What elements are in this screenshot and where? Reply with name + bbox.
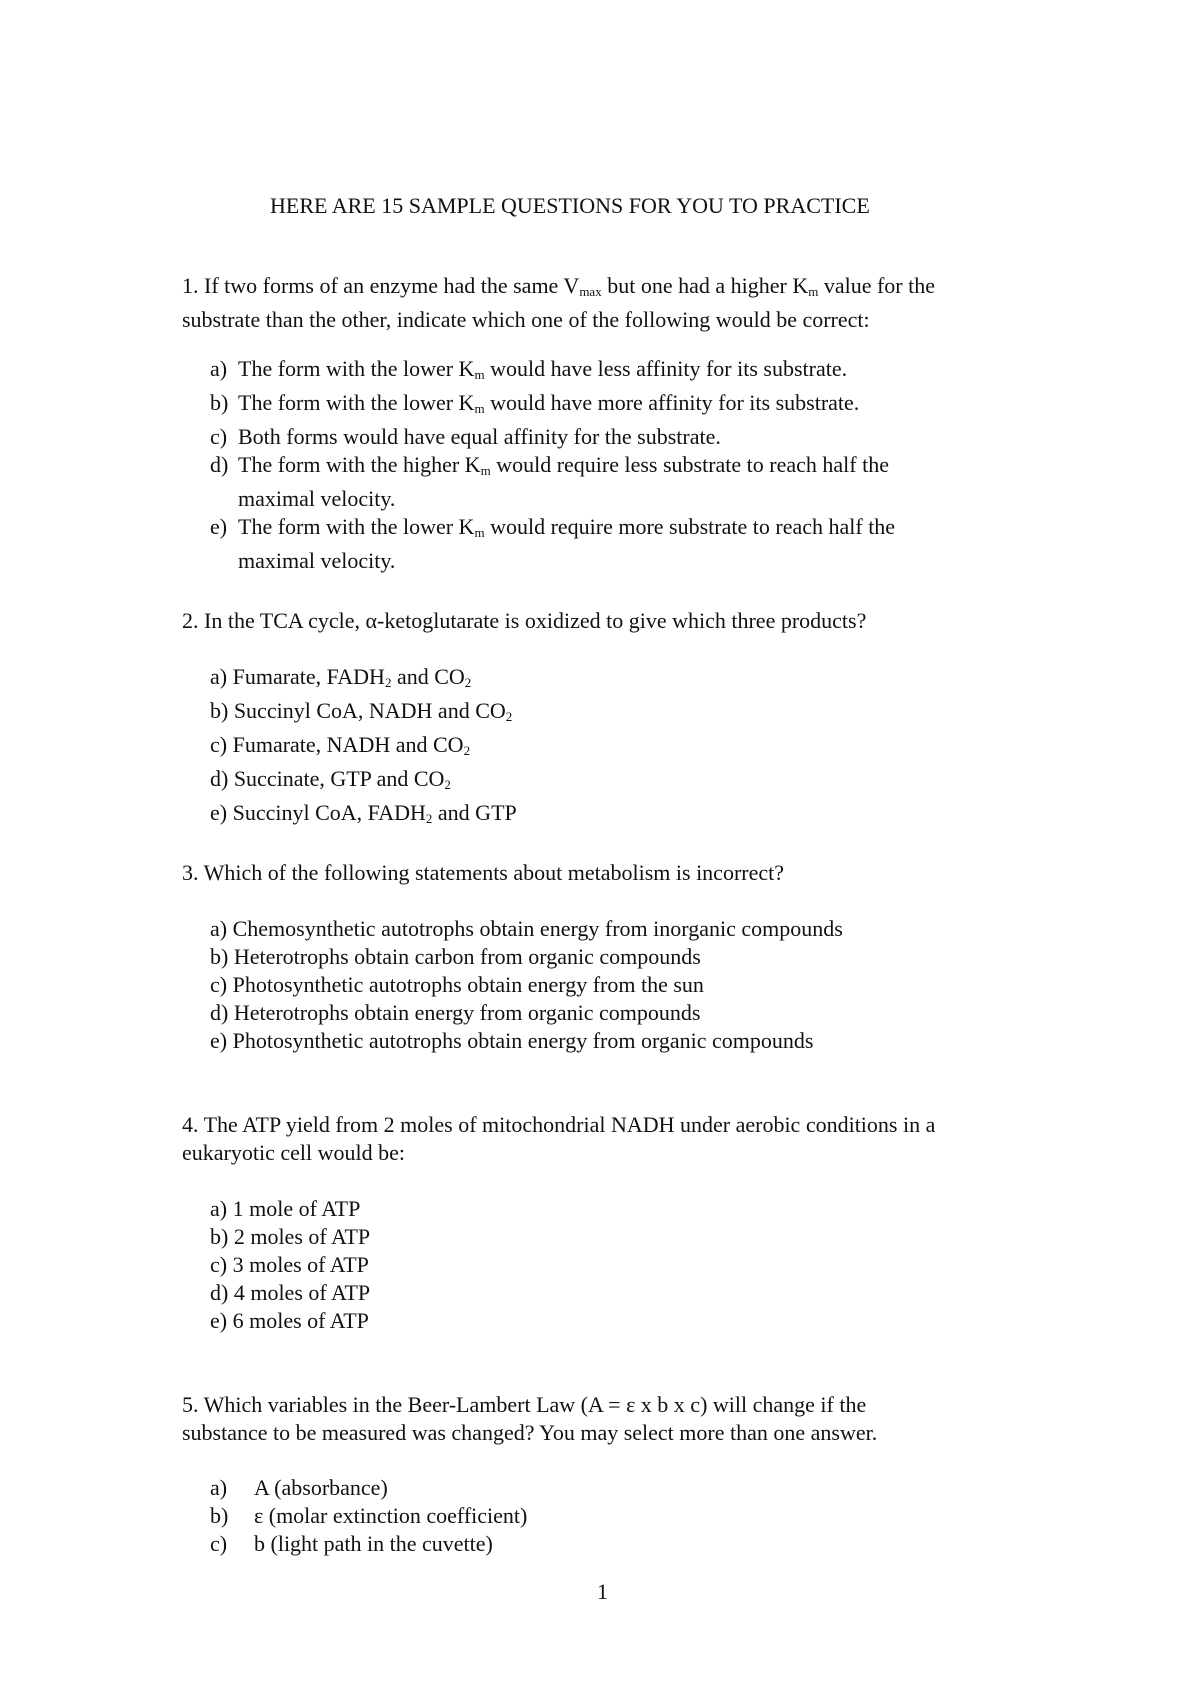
question-4-options bbox=[210, 1195, 1070, 1335]
question-4-option-c[interactable]: c) 3 moles of ATP bbox=[210, 1252, 369, 1277]
question-4-stem bbox=[182, 1111, 1062, 1167]
question-1-option-d[interactable]: d) The form with the higher $K_m$ would require less substrate to reach half the maximal velocity. bbox=[210, 452, 889, 511]
question-5-line-1: 5. Which variables in the Beer-Lambert Law (A = ε x b x c) will change if the bbox=[182, 1392, 867, 1417]
question-4-option-d[interactable]: d) 4 moles of ATP bbox=[210, 1280, 371, 1305]
question-4-line-2: eukaryotic cell would be: bbox=[182, 1140, 405, 1165]
question-3-option-d[interactable]: d) Heterotrophs obtain energy from organic compounds bbox=[210, 1000, 701, 1025]
question-5-options bbox=[210, 1474, 1070, 1558]
question-2-stem: 2. In the TCA cycle, α-ketoglutarate is oxidized to give which three products? bbox=[182, 608, 867, 633]
question-4-option-e[interactable]: e) 6 moles of ATP bbox=[210, 1308, 369, 1333]
question-4-line-1: 4. The ATP yield from 2 moles of mitochondrial NADH under aerobic conditions in a bbox=[182, 1112, 936, 1137]
question-3-stem: 3. Which of the following statements about metabolism is incorrect? bbox=[182, 860, 785, 885]
question-3-option-e[interactable]: e) Photosynthetic autotrophs obtain energy from organic compounds bbox=[210, 1028, 814, 1053]
question-1-option-b[interactable]: b) The form with the lower $K_m$ would have more affinity for its substrate. bbox=[210, 390, 860, 416]
question-4-option-a[interactable]: a) 1 mole of ATP bbox=[210, 1196, 361, 1221]
question-5-option-c[interactable]: c) b (light path in the cuvette) bbox=[210, 1531, 493, 1556]
question-1-stem bbox=[182, 272, 1062, 334]
question-1-option-a[interactable]: a) The form with the lower $K_m$ would have less affinity for its substrate. bbox=[210, 356, 848, 382]
question-3-option-a[interactable]: a) Chemosynthetic autotrophs obtain energy from inorganic compounds bbox=[210, 916, 843, 941]
question-3-options bbox=[210, 915, 1070, 1055]
question-1-line-2: substrate than the other, indicate which one of the following would be correct: bbox=[182, 307, 870, 332]
question-5-option-b[interactable]: b) ε (molar extinction coefficient) bbox=[210, 1503, 528, 1528]
question-4-option-b[interactable]: b) 2 moles of ATP bbox=[210, 1224, 371, 1249]
question-2-option-a[interactable]: a) Fumarate, $FADH_2$ and $CO_2$ bbox=[210, 664, 472, 690]
question-3-option-b[interactable]: b) Heterotrophs obtain carbon from organic compounds bbox=[210, 944, 701, 969]
question-1-option-e[interactable]: e) The form with the lower $K_m$ would require more substrate to reach half the maximal velocity. bbox=[210, 514, 896, 573]
question-2-options bbox=[210, 663, 1070, 833]
question-5-line-2: substance to be measured was changed? You may select more than one answer. bbox=[182, 1420, 878, 1445]
question-5-stem bbox=[182, 1391, 1062, 1447]
page-title: HERE ARE 15 SAMPLE QUESTIONS FOR YOU TO PRACTICE bbox=[270, 193, 870, 218]
question-1-option-c[interactable]: c) Both forms would have equal affinity for the substrate. bbox=[210, 424, 721, 449]
page-number: 1 bbox=[597, 1579, 608, 1604]
question-1-options bbox=[210, 355, 1070, 575]
question-3-option-c[interactable]: c) Photosynthetic autotrophs obtain energy from the sun bbox=[210, 972, 704, 997]
question-2-option-d[interactable]: d) Succinate, GTP and $CO_2$ bbox=[210, 766, 451, 792]
question-2-option-e[interactable]: e) Succinyl CoA, $FADH_2$ and GTP bbox=[210, 800, 517, 826]
question-2-option-b[interactable]: b) Succinyl CoA, NADH and $CO_2$ bbox=[210, 698, 513, 724]
question-1-line-1: 1. If two forms of an enzyme had the same $V_{max}$ but one had a higher $K_m$ value for the bbox=[182, 273, 935, 299]
question-2-option-c[interactable]: c) Fumarate, NADH and $CO_2$ bbox=[210, 732, 471, 758]
question-5-option-a[interactable]: a) A (absorbance) bbox=[210, 1475, 388, 1500]
